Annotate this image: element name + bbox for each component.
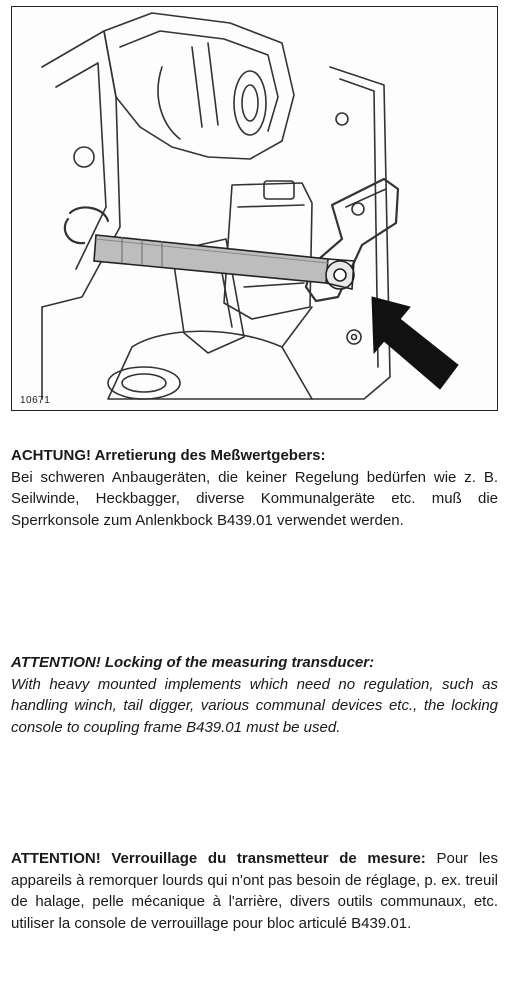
- technical-illustration: [11, 6, 498, 411]
- german-heading: ACHTUNG! Arretierung des Meßwertgebers:: [11, 447, 326, 464]
- french-notice: [11, 848, 498, 934]
- french-heading: ATTENTION! Verrouillage du transmetteur de mesure:: [11, 850, 426, 867]
- german-notice: [11, 445, 498, 531]
- english-heading: ATTENTION! Locking of the measuring transducer:: [11, 654, 375, 671]
- figure-number: 10671: [20, 395, 51, 406]
- arrow-pointer-icon: [372, 297, 458, 389]
- english-body: With heavy mounted implements which need no regulation, such as handling winch, tail digger, various communal devices etc., the locking console to coupling frame B439.01 must be used.: [11, 675, 498, 736]
- english-notice: [11, 652, 498, 738]
- french-body: Pour les appareils à remorquer lourds qui n'ont pas besoin de réglage, p. ex. treuil de halage, pelle mécanique à l'arrière, divers outils communaux, etc. utiliser la console de verrouillage pour bloc articulé B439.01.: [11, 850, 498, 932]
- tractor-hitch-drawing: [12, 7, 498, 411]
- german-body: Bei schweren Anbaugeräten, die keiner Regelung bedürfen wie z. B. Seilwinde, Heckbagger, diverse Kommunalgeräte etc. muß die Sperrkonsole zum Anlenkbock B439.01 verwendet werden.: [11, 468, 498, 529]
